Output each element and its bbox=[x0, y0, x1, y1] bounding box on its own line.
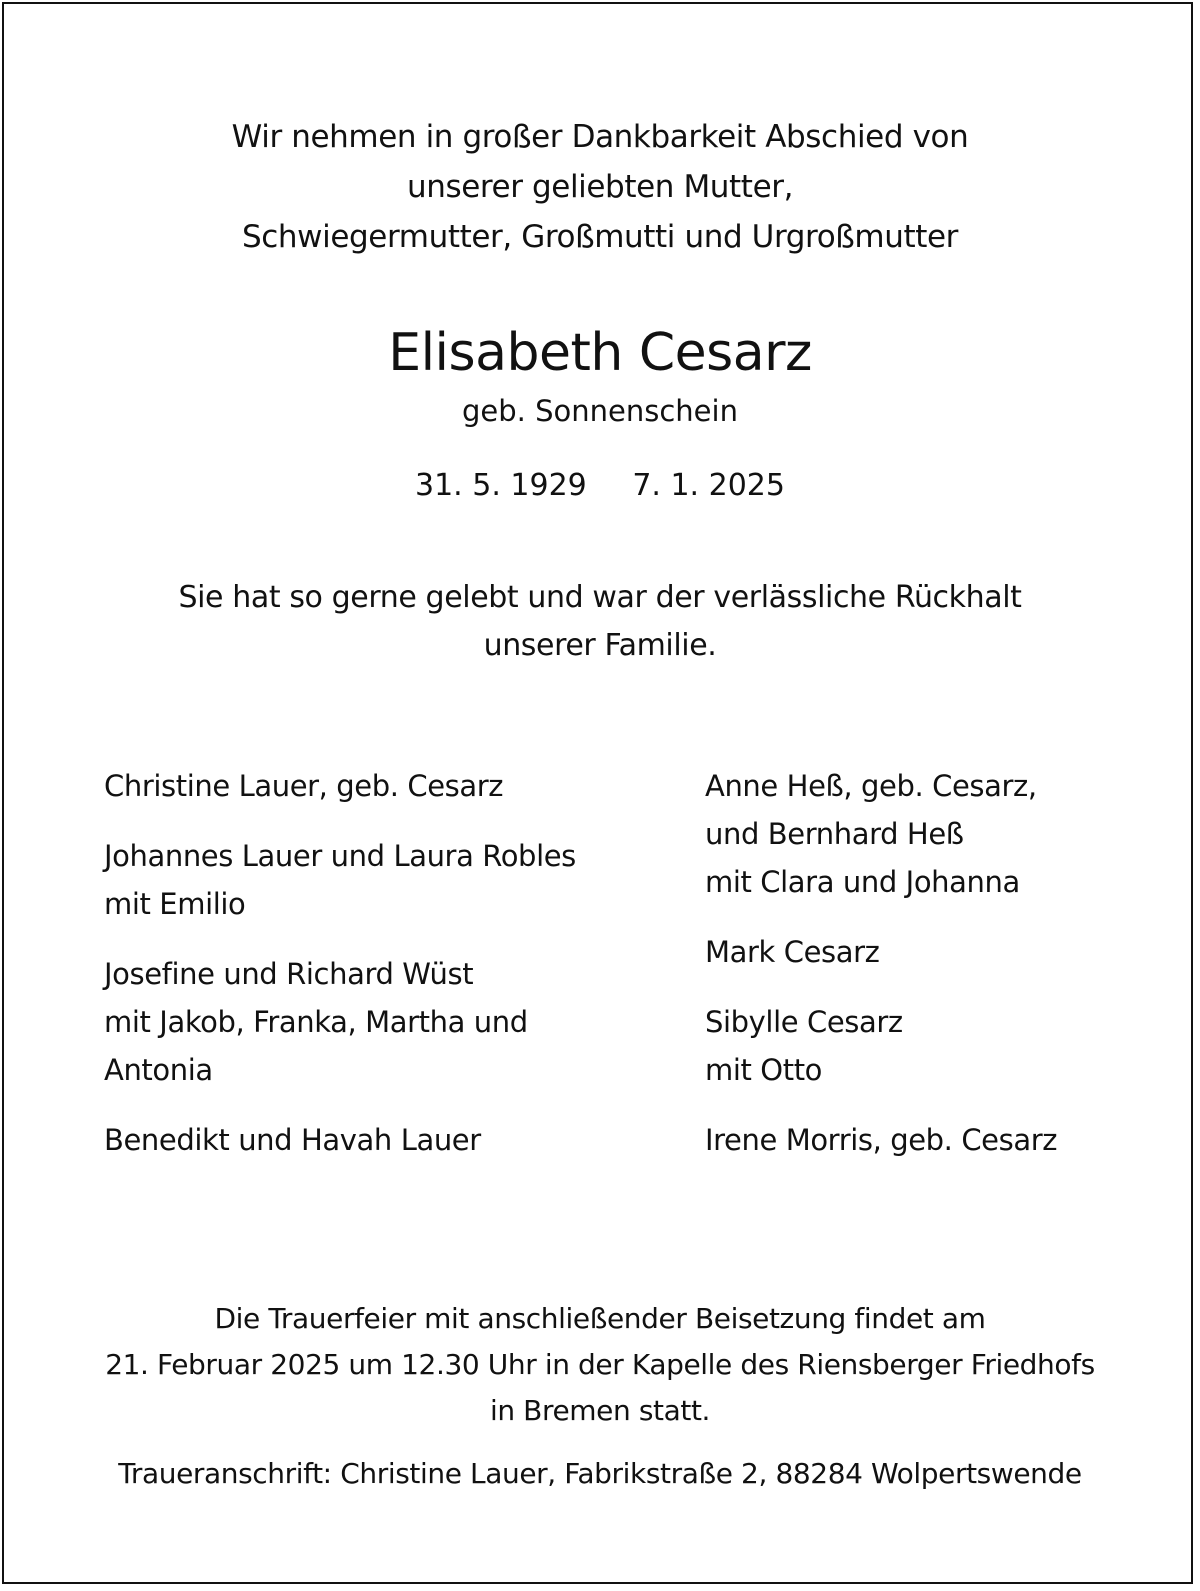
maiden-name: geb. Sonnenschein bbox=[462, 394, 738, 428]
intro-line: Wir nehmen in großer Dankbarkeit Abschied von bbox=[231, 119, 969, 155]
mourner-line: mit Clara und Johanna bbox=[705, 865, 1020, 899]
mourners-right-column bbox=[705, 762, 1125, 1186]
mourner-entry bbox=[705, 928, 1125, 976]
mourner-line: mit Emilio bbox=[104, 887, 246, 921]
service-line: 21. Februar 2025 um 12.30 Uhr in der Kapelle des Riensberger Friedhofs bbox=[105, 1348, 1095, 1381]
mourners-left-column bbox=[104, 762, 664, 1186]
mourner-entry bbox=[705, 998, 1125, 1094]
mourner-entry bbox=[104, 1116, 664, 1164]
service-line: in Bremen statt. bbox=[489, 1394, 711, 1427]
mourner-line: Anne Heß, geb. Cesarz, bbox=[705, 769, 1037, 803]
life-dates bbox=[0, 466, 1200, 506]
quote-line: Sie hat so gerne gelebt und war der verlässliche Rückhalt bbox=[178, 580, 1022, 615]
quote-line: unserer Familie. bbox=[483, 628, 717, 663]
intro-line: Schwiegermutter, Großmutti und Urgroßmutter bbox=[242, 219, 958, 255]
mourner-line: Mark Cesarz bbox=[705, 935, 880, 969]
mourner-line: Johannes Lauer und Laura Robles bbox=[104, 839, 576, 873]
mourning-address: Traueranschrift: Christine Lauer, Fabrikstraße 2, 88284 Wolpertswende bbox=[118, 1457, 1082, 1490]
quote-text bbox=[0, 574, 1200, 670]
mourner-entry bbox=[705, 762, 1125, 906]
intro-line: unserer geliebten Mutter, bbox=[406, 169, 794, 205]
mourner-entry bbox=[705, 1116, 1125, 1164]
birth-date: 31. 5. 1929 bbox=[415, 468, 587, 503]
intro-text bbox=[0, 112, 1200, 262]
mourner-line: Sibylle Cesarz bbox=[705, 1005, 903, 1039]
mourner-line: mit Jakob, Franka, Martha und bbox=[104, 1005, 528, 1039]
mourner-line: Benedikt und Havah Lauer bbox=[104, 1123, 481, 1157]
mourner-line: und Bernhard Heß bbox=[705, 817, 964, 851]
mourner-entry bbox=[104, 762, 664, 810]
mourner-entry bbox=[104, 832, 664, 928]
service-info bbox=[0, 1296, 1200, 1434]
mourner-line: Irene Morris, geb. Cesarz bbox=[705, 1123, 1058, 1157]
mourner-line: Christine Lauer, geb. Cesarz bbox=[104, 769, 504, 803]
mourner-line: Josefine und Richard Wüst bbox=[104, 957, 474, 991]
service-line: Die Trauerfeier mit anschließender Beisetzung findet am bbox=[214, 1302, 986, 1335]
mourner-line: mit Otto bbox=[705, 1053, 823, 1087]
mourner-entry bbox=[104, 950, 664, 1094]
deceased-name: Elisabeth Cesarz bbox=[388, 323, 812, 383]
death-date: 7. 1. 2025 bbox=[632, 468, 785, 503]
mourner-line: Antonia bbox=[104, 1053, 213, 1087]
